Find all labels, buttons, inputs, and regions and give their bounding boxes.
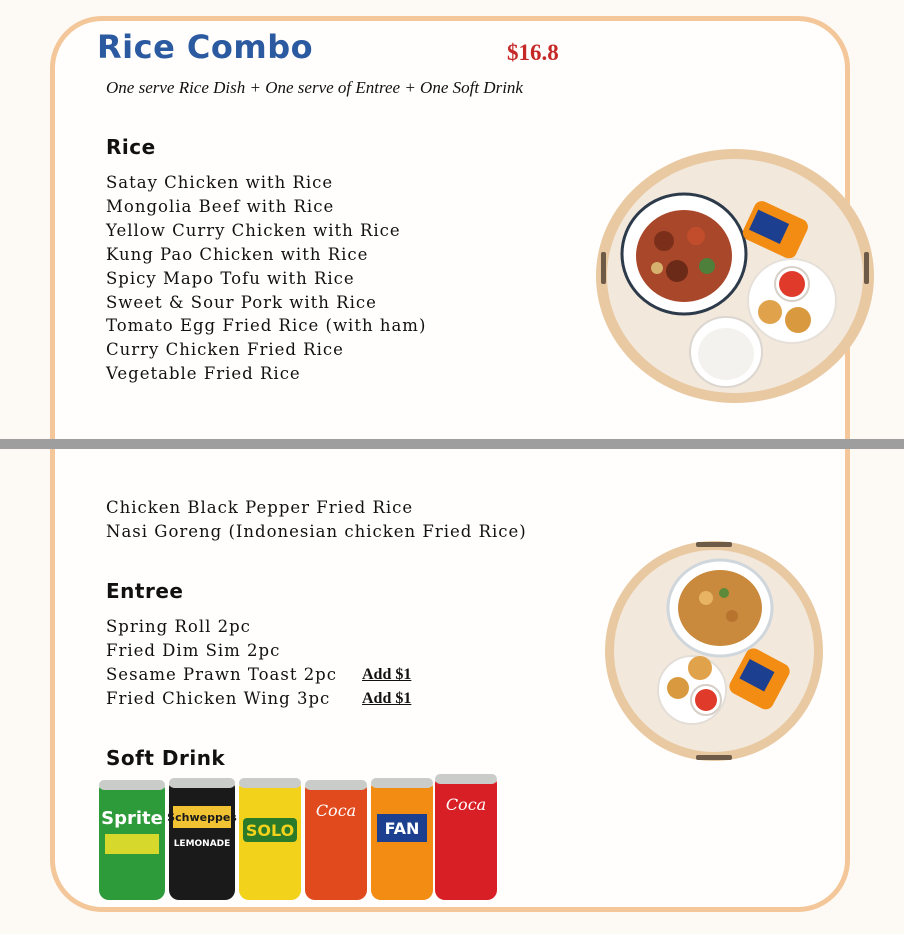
- entree-name: Fried Chicken Wing 3pc: [106, 688, 331, 708]
- list-item: Spicy Mapo Tofu with Rice: [106, 268, 355, 288]
- coke-no-sugar-can-icon: [305, 780, 367, 900]
- svg-text:SOLO: SOLO: [245, 821, 295, 840]
- rice-combo-photo: [592, 146, 878, 408]
- fanta-can-icon: [371, 778, 433, 900]
- combo-price: $16.8: [507, 40, 559, 65]
- coke-classic-can-icon: [435, 774, 497, 900]
- list-item: [106, 639, 426, 663]
- entree-name: Spring Roll 2pc: [106, 617, 251, 636]
- rice-heading: Rice: [106, 135, 156, 159]
- list-item: [106, 615, 426, 639]
- svg-text:Coca: Coca: [315, 801, 357, 820]
- list-item: Chicken Black Pepper Fried Rice: [106, 498, 414, 517]
- list-item: [106, 687, 426, 711]
- soft-drink-heading: Soft Drink: [106, 746, 226, 770]
- fried-rice-combo-photo: [602, 538, 826, 764]
- svg-text:Schweppes: Schweppes: [167, 811, 237, 824]
- entree-heading: Entree: [106, 579, 184, 603]
- list-item: Curry Chicken Fried Rice: [106, 340, 344, 360]
- menu-title: Rice Combo: [97, 28, 314, 66]
- page-divider: [0, 439, 904, 449]
- list-item: Kung Pao Chicken with Rice: [106, 244, 369, 264]
- svg-text:Coca: Coca: [445, 795, 487, 814]
- entree-name: Fried Dim Sim 2pc: [106, 640, 281, 660]
- entree-name: Sesame Prawn Toast 2pc: [106, 664, 337, 684]
- soft-drink-cans: [97, 774, 501, 904]
- sprite-can-icon: [99, 780, 165, 900]
- list-item: Satay Chicken with Rice: [106, 173, 334, 192]
- combo-description: One serve Rice Dish + One serve of Entree + One Soft Drink: [106, 78, 523, 97]
- entree-list: [106, 615, 426, 711]
- solo-can-icon: [239, 778, 301, 900]
- rice-list-continued: [106, 496, 527, 544]
- list-item: Tomato Egg Fried Rice (with ham): [106, 316, 427, 336]
- addon-price: Add $1: [362, 689, 412, 707]
- list-item: [106, 663, 426, 687]
- svg-text:Sprite: Sprite: [101, 808, 163, 829]
- list-item: Sweet & Sour Pork with Rice: [106, 292, 377, 312]
- svg-text:FAN: FAN: [384, 819, 420, 838]
- list-item: Nasi Goreng (Indonesian chicken Fried Rice): [106, 521, 527, 541]
- svg-text:LEMONADE: LEMONADE: [173, 839, 231, 849]
- list-item: Yellow Curry Chicken with Rice: [106, 220, 401, 240]
- addon-price: Add $1: [362, 665, 412, 683]
- schweppes-can-icon: [167, 778, 237, 900]
- list-item: Mongolia Beef with Rice: [106, 196, 335, 216]
- rice-list: [106, 171, 426, 386]
- list-item: Vegetable Fried Rice: [106, 364, 301, 384]
